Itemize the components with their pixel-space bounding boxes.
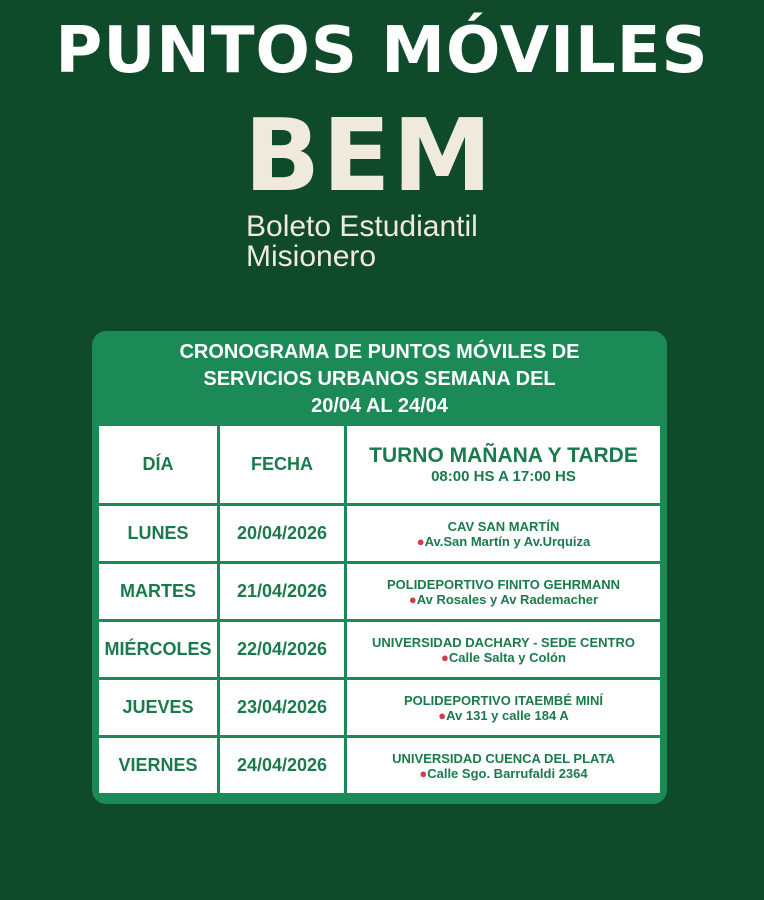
place-address-line [347,708,660,723]
place-name: POLIDEPORTIVO FINITO GEHRMANN [386,576,621,592]
row-location [346,621,662,679]
row-date: 24/04/2026 [219,737,346,795]
place-address-line [347,766,660,781]
place-address: Av 131 y calle 184 A [446,707,569,723]
logo-subtitle [246,212,478,272]
place-name: UNIVERSIDAD CUENCA DEL PLATA [392,750,615,766]
col-date: FECHA [219,425,346,505]
row-date: 23/04/2026 [219,679,346,737]
logo-subtitle-line2: Misionero [246,240,377,273]
map-pin-icon: ● [441,649,449,665]
row-day: MIÉRCOLES [98,621,219,679]
row-day: VIERNES [98,737,219,795]
row-location [346,737,662,795]
place-name: CAV SAN MARTÍN [447,518,560,534]
heading-line: CRONOGRAMA DE PUNTOS MÓVILES DE [179,341,580,363]
place-address: Calle Salta y Colón [448,649,566,665]
table-row [98,679,662,737]
bem-logo: BEM [244,97,495,214]
place-address: Av.San Martín y Av.Urquiza [424,533,591,549]
col-day: DÍA [98,425,219,505]
place-address-line [347,650,660,665]
heading-line: SERVICIOS URBANOS SEMANA DEL [203,368,556,390]
place-address: Av Rosales y Av Rademacher [416,591,599,607]
map-pin-icon: ● [408,591,417,607]
schedule-card [92,331,667,804]
row-location [346,505,662,563]
table-header-row [98,425,662,505]
place-address-line [347,592,660,607]
map-pin-icon: ● [438,707,447,723]
table-row [98,563,662,621]
table-row [98,621,662,679]
page-title: PUNTOS MÓVILES [55,14,709,88]
logo-subtitle-line1: Boleto Estudiantil [246,210,478,243]
place-name: UNIVERSIDAD DACHARY - SEDE CENTRO [372,634,635,650]
row-day: MARTES [98,563,219,621]
map-pin-icon: ● [419,765,428,781]
place-name: POLIDEPORTIVO ITAEMBÉ MINÍ [403,692,604,708]
schedule-table [96,423,663,796]
shift-label: TURNO MAÑANA Y TARDE [369,444,638,467]
table-row [98,505,662,563]
row-date: 20/04/2026 [219,505,346,563]
col-shift [346,425,662,505]
row-day: JUEVES [98,679,219,737]
row-date: 21/04/2026 [219,563,346,621]
row-day: LUNES [98,505,219,563]
map-pin-icon: ● [416,533,425,549]
place-address-line [347,534,660,549]
place-address: Calle Sgo. Barrufaldi 2364 [427,765,588,781]
shift-hours: 08:00 HS A 17:00 HS [431,468,576,485]
heading-line: 20/04 AL 24/04 [311,395,448,417]
row-location [346,563,662,621]
table-row [98,737,662,795]
row-date: 22/04/2026 [219,621,346,679]
row-location [346,679,662,737]
schedule-heading [92,331,667,423]
